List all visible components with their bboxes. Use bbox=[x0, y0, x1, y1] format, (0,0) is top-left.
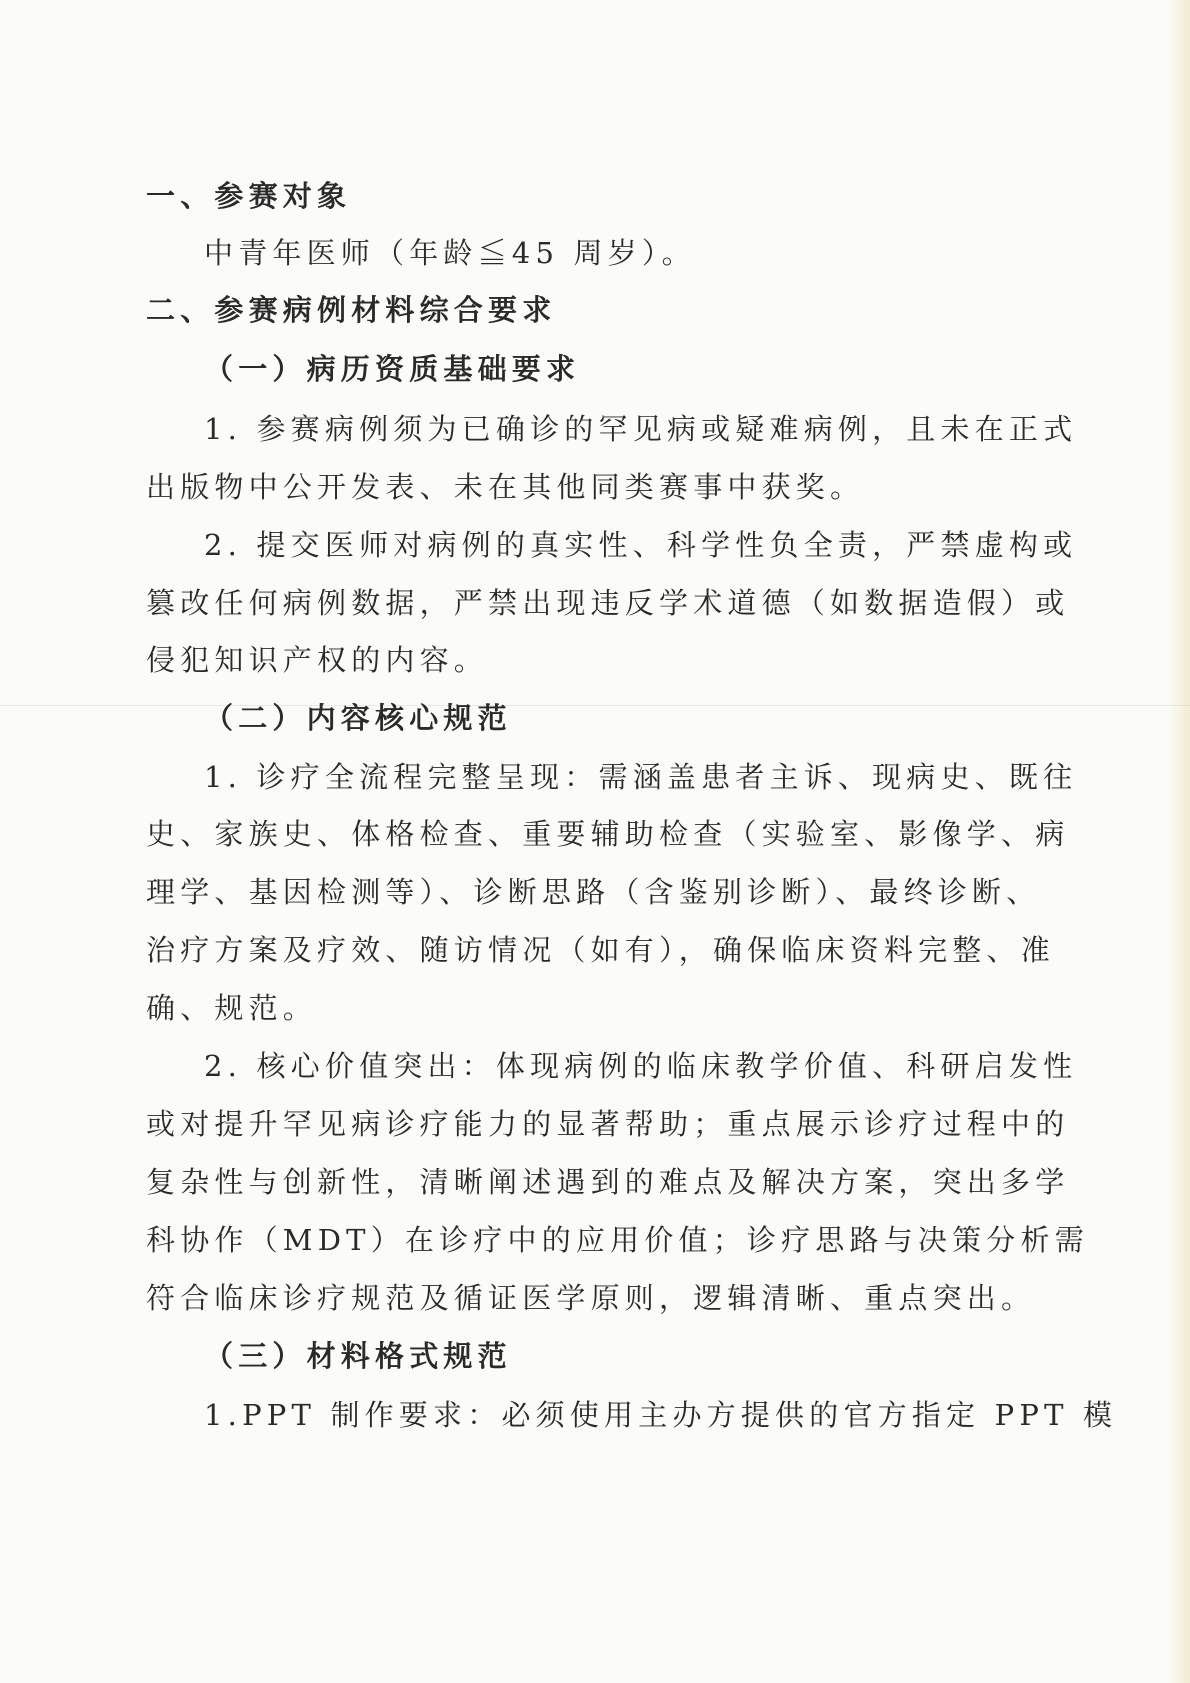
scan-fold-line bbox=[0, 705, 1190, 706]
paragraph-line: 复杂性与创新性，清晰阐述遇到的难点及解决方案，突出多学 bbox=[146, 1165, 1070, 1199]
section2-title: 二、参赛病例材料综合要求 bbox=[146, 293, 557, 327]
paragraph-line: 科协作（MDT）在诊疗中的应用价值；诊疗思路与决策分析需 bbox=[146, 1223, 1089, 1257]
paragraph-line: 出版物中公开发表、未在其他同类赛事中获奖。 bbox=[146, 470, 865, 504]
scan-paper-edge bbox=[1168, 0, 1190, 1683]
paragraph-line: 1.PPT 制作要求：必须使用主办方提供的官方指定 PPT 模 bbox=[204, 1398, 1118, 1432]
paragraph-line: 理学、基因检测等）、诊断思路（含鉴别诊断）、最终诊断、 bbox=[146, 875, 1041, 909]
section1-title: 一、参赛对象 bbox=[146, 179, 352, 213]
paragraph-line: 治疗方案及疗效、随访情况（如有），确保临床资料完整、准 bbox=[146, 933, 1055, 967]
paragraph-line: 史、家族史、体格检查、重要辅助检查（实验室、影像学、病 bbox=[146, 817, 1070, 851]
paragraph-line: 侵犯知识产权的内容。 bbox=[146, 643, 489, 677]
paragraph-line: 1. 诊疗全流程完整呈现：需涵盖患者主诉、现病史、既往 bbox=[204, 760, 1078, 794]
paragraph-line: 2. 核心价值突出：体现病例的临床教学价值、科研启发性 bbox=[204, 1049, 1078, 1083]
paragraph-line: 确、规范。 bbox=[146, 991, 318, 1025]
section1-body: 中青年医师（年龄≦45 周岁）。 bbox=[204, 236, 696, 270]
paragraph-line: 符合临床诊疗规范及循证医学原则，逻辑清晰、重点突出。 bbox=[146, 1281, 1036, 1315]
sub1-title: （一）病历资质基础要求 bbox=[204, 352, 581, 386]
paragraph-line: 或对提升罕见病诊疗能力的显著帮助；重点展示诊疗过程中的 bbox=[146, 1107, 1070, 1141]
sub2-title: （二）内容核心规范 bbox=[204, 701, 512, 735]
sub3-title: （三）材料格式规范 bbox=[204, 1339, 512, 1373]
paragraph-line: 篡改任何病例数据，严禁出现违反学术道德（如数据造假）或 bbox=[146, 586, 1070, 620]
paragraph-line: 2. 提交医师对病例的真实性、科学性负全责，严禁虚构或 bbox=[204, 528, 1078, 562]
paragraph-line: 1. 参赛病例须为已确诊的罕见病或疑难病例，且未在正式 bbox=[204, 412, 1078, 446]
